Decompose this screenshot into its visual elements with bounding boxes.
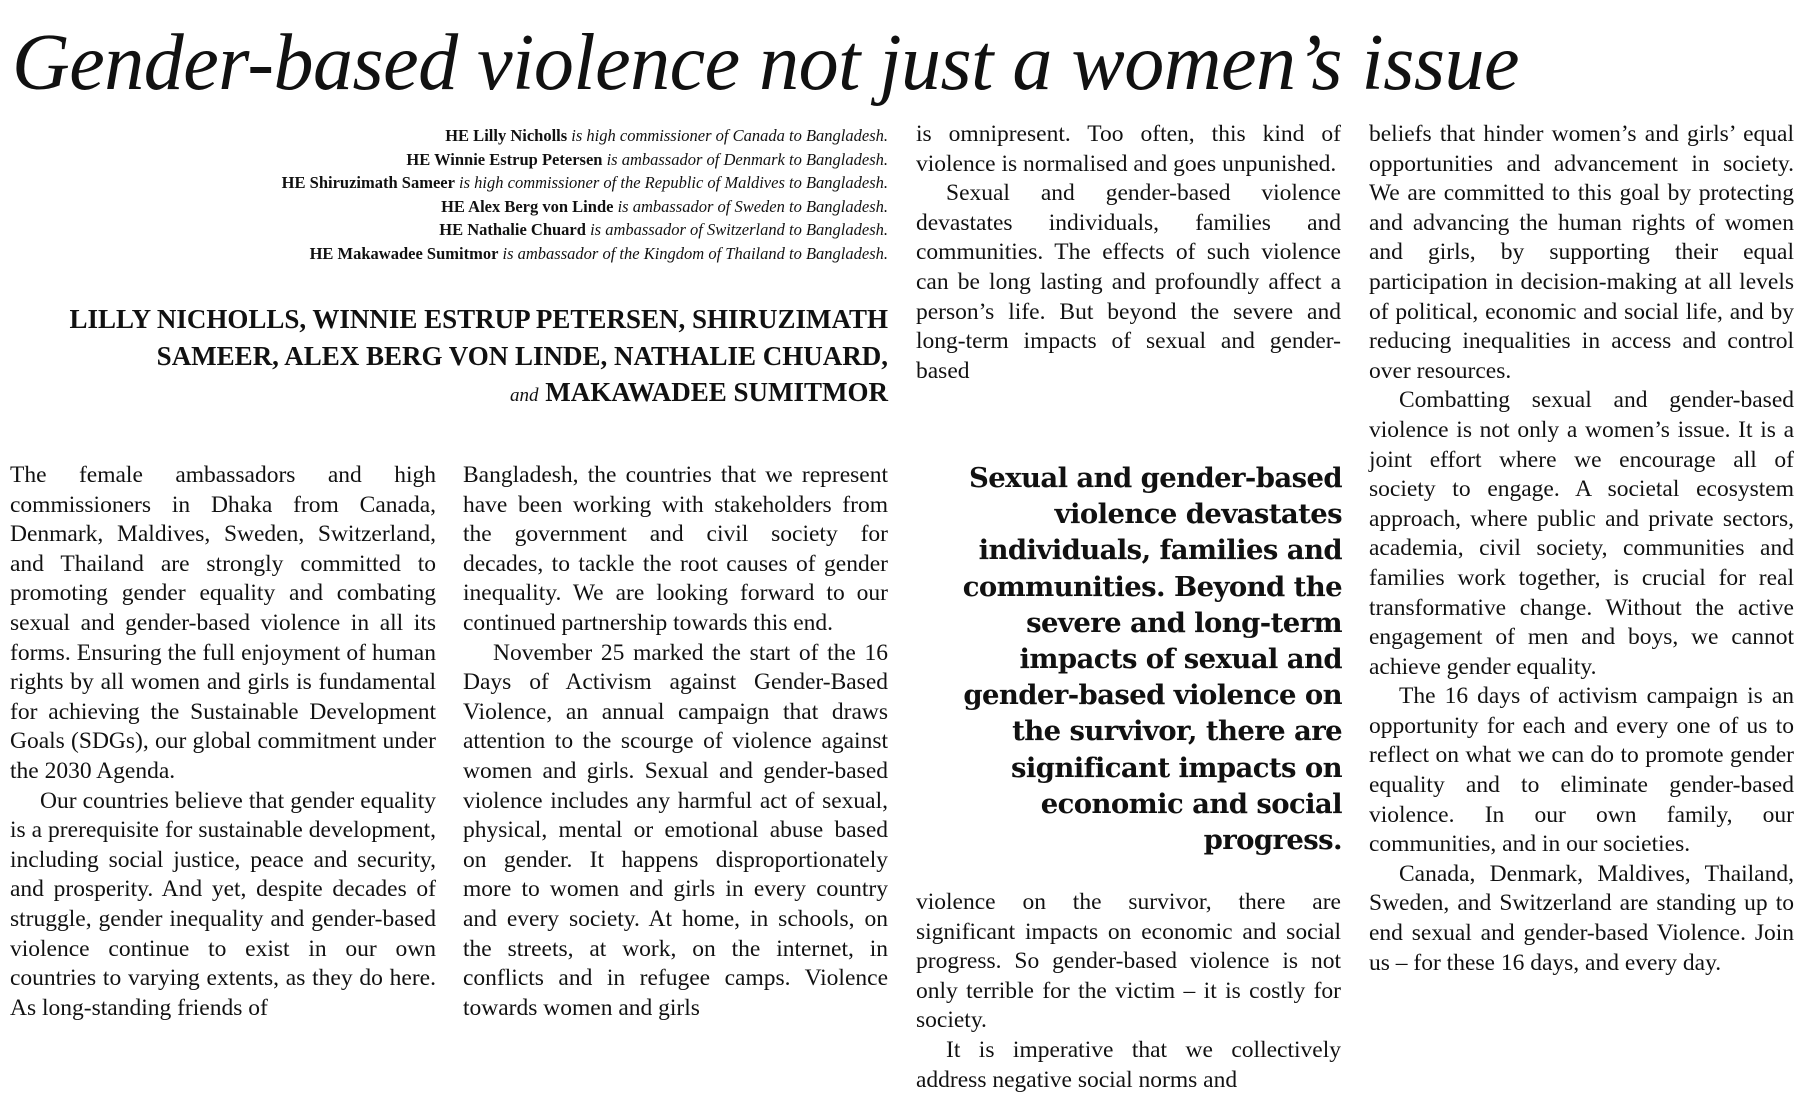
author-credits xyxy=(40,124,888,266)
byline-line-2: SAMEER, ALEX BERG VON LINDE, NATHALIE CHUARD, xyxy=(156,340,888,371)
credit-role: is ambassador of Denmark to Bangladesh. xyxy=(602,149,888,169)
credit-role: is high commissioner of Canada to Bangladesh. xyxy=(567,126,888,145)
credit-line xyxy=(40,195,888,219)
paragraph: Bangladesh, the countries that we represent have been working with stakeholders from the government and civil society for decades, to tackle the root causes of gender inequality. We are looking forward to our continued partnership towards this end. xyxy=(463,462,888,636)
byline-and: and xyxy=(509,385,539,406)
paragraph: The female ambassadors and high commissioners in Dhaka from Canada, Denmark, Maldives, Sweden, Switzerland, and Thailand are strongly committed to promoting gender equality and combating sexual and gender-based violence in all its forms. Ensuring the full enjoyment of human rights by all women and girls is fundamental for achieving the Sustainable Development Goals (SDGs), our global commitment under the 2030 Agenda. xyxy=(10,462,436,784)
paragraph: November 25 marked the start of the 16 Days of Activism against Gender-Based Violence, an annual campaign that draws attention to the scourge of violence against women and girls. Sexual and gender-based violence includes any harmful act of sexual, physical, mental or emotional abuse based on gender. It happens disproportionately more to women and girls in every country and every society. At home, in schools, on the streets, at work, on the internet, in conflicts and in refugee camps. Violence towards women and girls xyxy=(463,639,888,1021)
byline xyxy=(40,301,888,415)
byline-line-3 xyxy=(40,374,888,415)
article-column-1 xyxy=(10,461,436,1023)
byline-last-author: MAKAWADEE SUMITMOR xyxy=(545,377,888,407)
article-column-3-top xyxy=(916,120,1341,386)
credit-line xyxy=(40,124,888,148)
paragraph: Our countries believe that gender equality is a prerequisite for sustainable development, including social justice, peace and security, and prosperity. And yet, despite decades of struggle, gender inequality and gender-based violence continue to exist in our own countries to varying extents, as they do here. As long-standing friends of xyxy=(10,787,436,1021)
credit-line xyxy=(40,171,888,195)
byline-line-1: LILLY NICHOLLS, WINNIE ESTRUP PETERSEN, SHIRUZIMATH xyxy=(69,304,888,334)
paragraph: Sexual and gender-based violence devastates individuals, families and communities. The effects of such violence can be long lasting and profoundly affect a person’s life. But beyond the severe and long-term impacts of sexual and gender-based xyxy=(916,180,1341,384)
credit-name: HE Shiruzimath Sameer xyxy=(281,173,455,193)
paragraph: beliefs that hinder women’s and girls’ equal opportunities and advancement in society. We are committed to this goal by protecting and advancing the human rights of women and girls, by supporting their equal participation in decision-making at all levels of political, economic and social life, and by reducing inequalities in access and control over resources. xyxy=(1369,121,1794,384)
article-column-3-bottom xyxy=(916,888,1341,1095)
credit-line xyxy=(40,218,888,242)
paragraph: Combatting sexual and gender-based violence is not only a women’s issue. It is a joint effort where we encourage all of society to engage. A societal ecosystem approach, where public and private sectors, academia, civil society, communities and families work together, is crucial for real transformative change. Without the active engagement of men and boys, we cannot achieve gender equality. xyxy=(1369,387,1794,680)
article-column-4 xyxy=(1369,120,1794,978)
credit-name: HE Winnie Estrup Petersen xyxy=(406,149,603,169)
credit-name: HE Lilly Nicholls xyxy=(445,126,568,145)
credit-role: is ambassador of Sweden to Bangladesh. xyxy=(613,196,888,216)
credit-line xyxy=(40,148,888,172)
paragraph: Canada, Denmark, Maldives, Thailand, Sweden, and Switzerland are standing up to end sexual and gender-based Violence. Join us – for these 16 days, and every day. xyxy=(1369,860,1794,976)
credit-name: HE Alex Berg von Linde xyxy=(441,196,614,216)
paragraph: It is imperative that we collectively address negative social norms and xyxy=(916,1036,1341,1093)
credit-name: HE Makawadee Sumitmor xyxy=(309,243,499,263)
credit-role: is ambassador of the Kingdom of Thailand to Bangladesh. xyxy=(498,243,888,263)
paragraph: violence on the survivor, there are significant impacts on economic and social progress. So gender-based violence is not only terrible for the victim – it is costly for society. xyxy=(916,889,1341,1034)
paragraph: is omnipresent. Too often, this kind of violence is normalised and goes unpunished. xyxy=(916,121,1341,177)
pull-quote: Sexual and gender-based violence devastates individuals, families and communities. Beyond the severe and long-term impacts of sexual and gender-based violence on the survivor, there are significant impacts on economic and social progress. xyxy=(962,462,1342,857)
credit-role: is high commissioner of the Republic of Maldives to Bangladesh. xyxy=(454,173,888,193)
credit-role: is ambassador of Switzerland to Bangladesh. xyxy=(585,220,888,240)
paragraph: The 16 days of activism campaign is an opportunity for each and every one of us to reflect on what we can do to promote gender equality and to eliminate gender-based violence. In our own family, our communities, and in our societies. xyxy=(1369,683,1794,858)
credit-line xyxy=(40,242,888,266)
credit-name: HE Nathalie Chuard xyxy=(439,220,586,240)
headline: Gender-based violence not just a women’s issue xyxy=(12,19,1519,107)
article-column-2 xyxy=(463,461,888,1023)
